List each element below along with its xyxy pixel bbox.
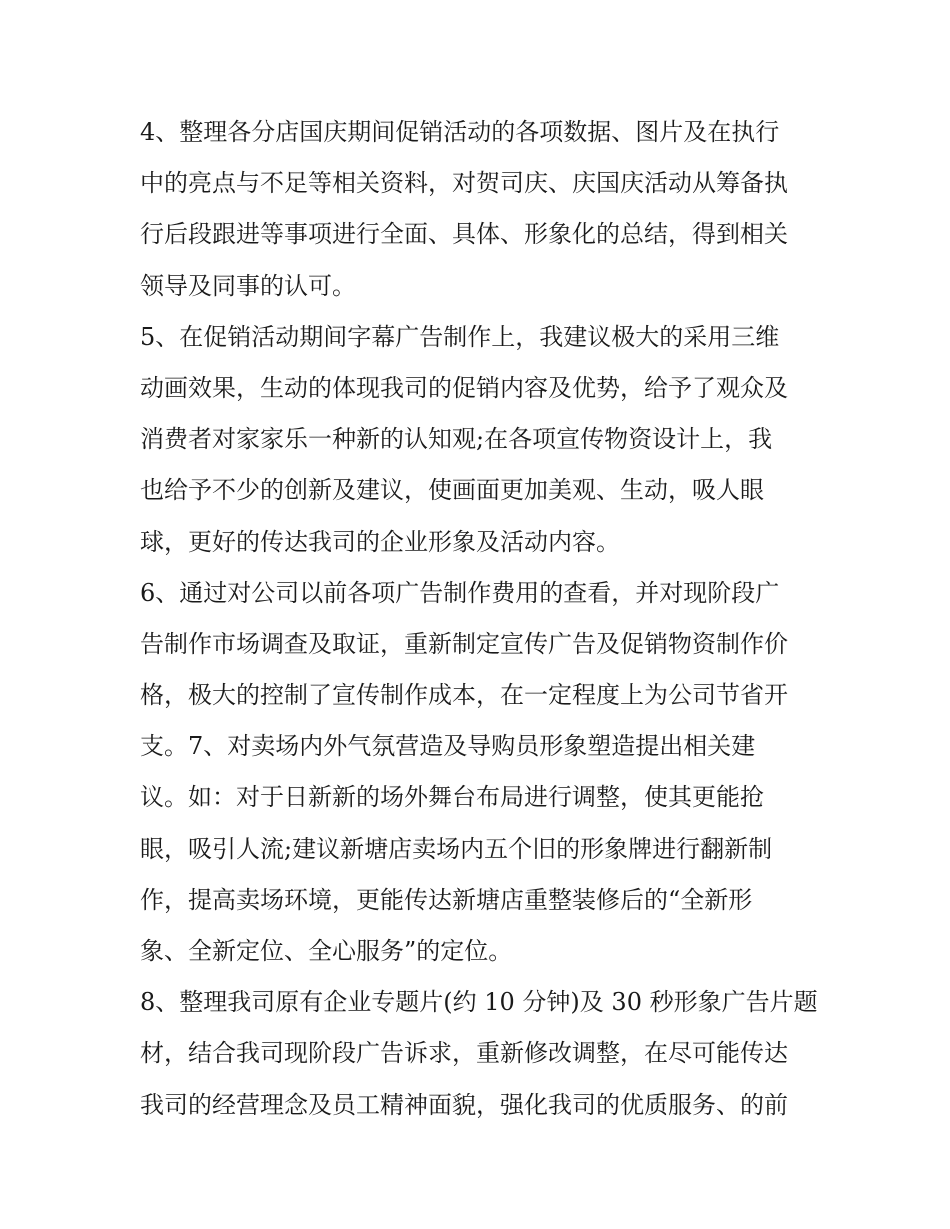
- text-line: 材，结合我司现阶段广告诉求，重新修改调整，在尽可能传达: [140, 1039, 788, 1068]
- text-line: 4、整理各分店国庆期间促销活动的各项数据、图片及在执行: [140, 118, 780, 146]
- text-line: 8、整理我司原有企业专题片(约 10 分钟)及 30 秒形象广告片题: [140, 988, 818, 1017]
- text-line: 支。7、对卖场内外气氛营造及导购员形象塑造提出相关建: [140, 732, 756, 761]
- text-line: 格，极大的控制了宣传制作成本，在一定程度上为公司节省开: [140, 681, 788, 710]
- text-line: 领导及同事的认可。: [140, 271, 356, 300]
- text-line: 告制作市场调查及取证，重新制定宣传广告及促销物资制作价: [140, 629, 788, 658]
- text-line: 6、通过对公司以前各项广告制作费用的查看，并对现阶段广: [140, 578, 780, 607]
- text-line: 消费者对家家乐一种新的认知观;在各项宣传物资设计上，我: [140, 425, 773, 454]
- text-line: 动画效果，生动的体现我司的促销内容及优势，给予了观众及: [140, 373, 788, 402]
- text-line: 眼，吸引人流;建议新塘店卖场内五个旧的形象牌进行翻新制: [140, 834, 773, 863]
- text-line: 行后段跟进等事项进行全面、具体、形象化的总结，得到相关: [140, 220, 788, 249]
- text-line: 也给予不少的创新及建议，使画面更加美观、生动，吸人眼: [140, 476, 764, 505]
- text-line: 中的亮点与不足等相关资料，对贺司庆、庆国庆活动从筹备执: [140, 169, 788, 198]
- text-line: 我司的经营理念及员工精神面貌，强化我司的优质服务、的前: [140, 1090, 788, 1119]
- text-line: 作，提高卖场环境，更能传达新塘店重整装修后的“全新形: [140, 885, 753, 914]
- document-body: [140, 107, 820, 1131]
- text-line: 球，更好的传达我司的企业形象及活动内容。: [140, 527, 620, 556]
- text-line: 议。如：对于日新新的场外舞台布局进行调整，使其更能抢: [140, 783, 764, 812]
- text-line: 象、全新定位、全心服务”的定位。: [140, 937, 513, 965]
- text-line: 5、在促销活动期间字幕广告制作上，我建议极大的采用三维: [140, 322, 780, 351]
